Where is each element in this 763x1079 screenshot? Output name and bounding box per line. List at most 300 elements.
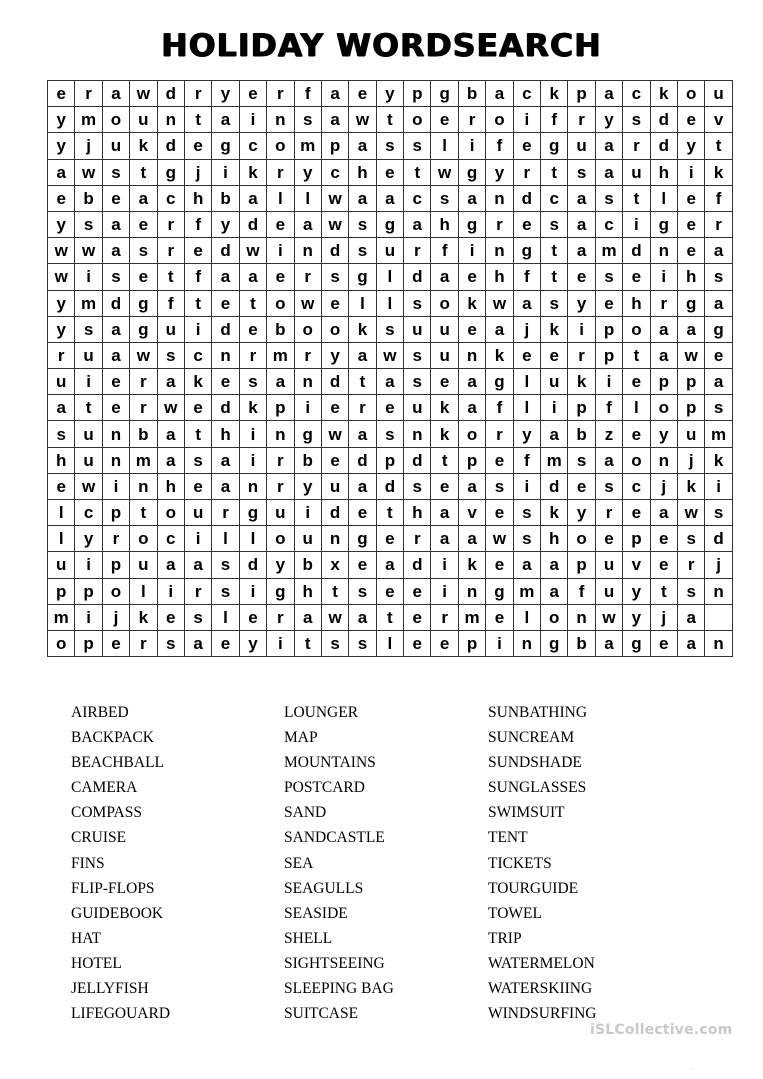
grid-cell: s [541, 290, 568, 316]
grid-cell: r [130, 369, 157, 395]
grid-cell: i [458, 133, 485, 159]
grid-cell: a [48, 395, 75, 421]
grid-cell: a [458, 369, 485, 395]
grid-cell: e [212, 369, 239, 395]
grid-cell: m [48, 604, 75, 630]
grid-cell: u [75, 342, 102, 368]
grid-cell: c [623, 81, 650, 107]
grid-cell: l [623, 395, 650, 421]
grid-row [48, 211, 733, 237]
grid-cell: a [376, 185, 403, 211]
grid-cell: o [623, 316, 650, 342]
grid-cell: e [486, 500, 513, 526]
grid-row [48, 107, 733, 133]
grid-cell: n [404, 421, 431, 447]
grid-cell: r [212, 500, 239, 526]
word-list-item: MOUNTAINS [284, 754, 376, 772]
grid-cell: w [239, 238, 266, 264]
grid-cell: f [486, 133, 513, 159]
grid-cell: y [321, 342, 348, 368]
grid-cell: e [705, 342, 732, 368]
grid-cell: e [267, 264, 294, 290]
word-list-item: WINDSURFING [488, 1005, 597, 1023]
grid-cell: s [595, 473, 622, 499]
grid-cell: w [130, 342, 157, 368]
grid-cell: a [48, 159, 75, 185]
grid-cell: t [376, 500, 403, 526]
grid-cell: m [541, 447, 568, 473]
grid-cell: f [541, 107, 568, 133]
grid-cell: o [267, 290, 294, 316]
grid-cell: o [404, 107, 431, 133]
grid-cell: s [677, 578, 704, 604]
grid-cell: b [130, 421, 157, 447]
grid-cell: y [48, 316, 75, 342]
grid-cell: g [349, 264, 376, 290]
grid-cell: w [376, 342, 403, 368]
grid-cell: a [157, 369, 184, 395]
grid-cell: i [239, 447, 266, 473]
grid-cell: i [431, 578, 458, 604]
grid-cell: s [349, 630, 376, 656]
grid-cell: w [321, 211, 348, 237]
grid-cell: s [349, 211, 376, 237]
grid-cell: i [513, 107, 540, 133]
grid-cell: u [431, 342, 458, 368]
grid-cell: k [705, 447, 732, 473]
grid-cell: y [48, 107, 75, 133]
grid-cell: c [404, 185, 431, 211]
grid-cell: s [376, 421, 403, 447]
grid-cell: u [75, 421, 102, 447]
grid-cell: m [75, 290, 102, 316]
grid-cell: s [568, 447, 595, 473]
grid-cell: o [48, 630, 75, 656]
grid-cell: s [102, 159, 129, 185]
grid-cell: h [212, 421, 239, 447]
grid-cell: g [541, 630, 568, 656]
grid-cell: m [458, 604, 485, 630]
grid-cell: a [376, 369, 403, 395]
grid-cell: d [376, 473, 403, 499]
grid-cell: a [595, 630, 622, 656]
grid-cell: a [595, 447, 622, 473]
grid-cell: e [513, 342, 540, 368]
grid-cell: r [486, 211, 513, 237]
grid-cell: k [184, 369, 211, 395]
grid-cell: t [623, 342, 650, 368]
grid-cell: e [623, 421, 650, 447]
grid-cell: d [404, 264, 431, 290]
grid-cell: f [431, 238, 458, 264]
grid-cell: y [75, 526, 102, 552]
grid-cell: e [239, 604, 266, 630]
grid-cell: g [705, 316, 732, 342]
grid-cell: s [321, 264, 348, 290]
grid-cell: e [486, 447, 513, 473]
grid-row [48, 238, 733, 264]
word-list-item: POSTCARD [284, 779, 365, 797]
grid-cell: t [705, 133, 732, 159]
grid-cell: e [102, 630, 129, 656]
grid-cell [705, 604, 732, 630]
grid-cell: a [102, 81, 129, 107]
grid-cell: m [513, 578, 540, 604]
grid-cell: s [48, 421, 75, 447]
grid-cell: a [239, 185, 266, 211]
grid-cell: e [184, 133, 211, 159]
grid-cell: s [212, 578, 239, 604]
grid-cell: o [568, 526, 595, 552]
grid-cell: u [404, 395, 431, 421]
grid-cell: a [349, 473, 376, 499]
grid-cell: t [294, 630, 321, 656]
grid-cell: k [239, 395, 266, 421]
word-list-item: GUIDEBOOK [71, 904, 164, 922]
grid-cell: v [705, 107, 732, 133]
grid-cell: k [349, 316, 376, 342]
grid-cell: e [431, 369, 458, 395]
grid-cell: d [349, 447, 376, 473]
grid-cell: g [431, 81, 458, 107]
grid-row [48, 604, 733, 630]
grid-cell: g [239, 500, 266, 526]
grid-cell: a [267, 369, 294, 395]
grid-cell: w [294, 290, 321, 316]
grid-cell: n [568, 604, 595, 630]
grid-cell: g [623, 630, 650, 656]
grid-cell: r [568, 342, 595, 368]
grid-cell: m [595, 238, 622, 264]
grid-cell: z [595, 421, 622, 447]
grid-cell: y [595, 107, 622, 133]
grid-cell: g [349, 526, 376, 552]
grid-cell: n [513, 630, 540, 656]
grid-cell: h [48, 447, 75, 473]
grid-cell: v [458, 500, 485, 526]
grid-row [48, 552, 733, 578]
grid-cell: g [513, 238, 540, 264]
grid-cell: e [184, 238, 211, 264]
grid-cell: l [376, 290, 403, 316]
grid-cell: l [48, 500, 75, 526]
grid-cell: i [75, 264, 102, 290]
grid-cell: f [513, 264, 540, 290]
grid-cell: e [623, 264, 650, 290]
grid-cell: r [48, 342, 75, 368]
grid-cell: p [321, 133, 348, 159]
watermark-dot: . [690, 1062, 694, 1073]
grid-cell: i [75, 369, 102, 395]
page-title: HOLIDAY WORDSEARCH [161, 28, 602, 64]
grid-cell: p [568, 81, 595, 107]
grid-cell: l [48, 526, 75, 552]
grid-cell: a [431, 500, 458, 526]
grid-cell: e [677, 107, 704, 133]
grid-cell: p [376, 447, 403, 473]
grid-cell: h [677, 264, 704, 290]
grid-cell: r [130, 395, 157, 421]
grid-cell: a [677, 316, 704, 342]
grid-cell: a [486, 81, 513, 107]
grid-cell: a [650, 342, 677, 368]
grid-cell: a [541, 421, 568, 447]
grid-cell: d [650, 133, 677, 159]
grid-cell: d [157, 133, 184, 159]
grid-cell: y [623, 604, 650, 630]
grid-cell: h [486, 264, 513, 290]
grid-cell: o [458, 421, 485, 447]
grid-cell: n [458, 578, 485, 604]
grid-cell: w [595, 604, 622, 630]
grid-cell: y [294, 473, 321, 499]
grid-cell: n [650, 447, 677, 473]
grid-cell: s [294, 107, 321, 133]
grid-cell: b [294, 447, 321, 473]
grid-cell: e [595, 290, 622, 316]
grid-cell: s [404, 473, 431, 499]
grid-cell: p [595, 342, 622, 368]
grid-cell: k [541, 81, 568, 107]
grid-cell: j [650, 604, 677, 630]
grid-cell: s [130, 238, 157, 264]
grid-cell: s [75, 316, 102, 342]
grid-cell: i [102, 473, 129, 499]
word-list-item: LOUNGER [284, 704, 359, 721]
grid-cell: w [75, 473, 102, 499]
grid-cell: e [349, 81, 376, 107]
grid-cell: r [568, 107, 595, 133]
grid-cell: s [568, 159, 595, 185]
grid-cell: r [75, 81, 102, 107]
grid-cell: e [650, 526, 677, 552]
grid-cell: u [294, 526, 321, 552]
grid-cell: o [102, 578, 129, 604]
grid-cell: e [376, 159, 403, 185]
grid-row [48, 342, 733, 368]
grid-cell: c [157, 185, 184, 211]
grid-cell: w [75, 159, 102, 185]
grid-cell: a [321, 81, 348, 107]
grid-cell: y [568, 290, 595, 316]
grid-cell: i [677, 159, 704, 185]
grid-cell: e [431, 473, 458, 499]
grid-row [48, 630, 733, 656]
grid-cell: j [650, 473, 677, 499]
grid-cell: i [486, 630, 513, 656]
grid-cell: u [48, 369, 75, 395]
grid-cell: o [294, 316, 321, 342]
grid-cell: n [212, 342, 239, 368]
grid-cell: i [267, 630, 294, 656]
grid-cell: n [102, 421, 129, 447]
grid-cell: w [677, 342, 704, 368]
grid-cell: a [294, 211, 321, 237]
grid-cell: h [349, 159, 376, 185]
grid-cell: p [75, 630, 102, 656]
grid-cell: f [157, 290, 184, 316]
grid-cell: g [294, 421, 321, 447]
word-list-item: BACKPACK [71, 729, 154, 747]
grid-cell: e [48, 185, 75, 211]
grid-cell: i [623, 211, 650, 237]
grid-cell: e [102, 185, 129, 211]
grid-cell: e [239, 81, 266, 107]
grid-cell: m [75, 107, 102, 133]
grid-cell: u [75, 447, 102, 473]
grid-cell: l [212, 604, 239, 630]
grid-cell: j [75, 133, 102, 159]
grid-cell: d [650, 107, 677, 133]
grid-cell: e [184, 395, 211, 421]
grid-cell: e [48, 473, 75, 499]
grid-cell: u [595, 578, 622, 604]
grid-cell: o [321, 316, 348, 342]
grid-cell: h [184, 185, 211, 211]
grid-cell: u [431, 316, 458, 342]
grid-cell: d [239, 552, 266, 578]
grid-cell: s [513, 500, 540, 526]
grid-cell: a [486, 316, 513, 342]
grid-cell: n [294, 369, 321, 395]
grid-cell: g [650, 211, 677, 237]
grid-cell: d [404, 447, 431, 473]
word-list-item: FINS [71, 854, 105, 872]
grid-cell: s [486, 473, 513, 499]
grid-cell: g [458, 211, 485, 237]
grid-cell: e [568, 473, 595, 499]
grid-cell: o [431, 290, 458, 316]
grid-cell: e [458, 316, 485, 342]
grid-cell: e [102, 395, 129, 421]
grid-cell: y [650, 421, 677, 447]
grid-cell: y [48, 290, 75, 316]
grid-cell: a [568, 211, 595, 237]
grid-cell: b [294, 552, 321, 578]
grid-cell: k [541, 500, 568, 526]
grid-cell: p [102, 552, 129, 578]
grid-cell: n [130, 473, 157, 499]
grid-cell: d [404, 552, 431, 578]
grid-cell: p [568, 395, 595, 421]
grid-cell: s [75, 211, 102, 237]
grid-cell: n [294, 238, 321, 264]
grid-cell: i [705, 473, 732, 499]
grid-cell: e [212, 630, 239, 656]
word-list-item: TENT [488, 829, 528, 847]
grid-cell: b [267, 316, 294, 342]
grid-cell: l [650, 185, 677, 211]
grid-cell: w [48, 238, 75, 264]
grid-cell: n [705, 630, 732, 656]
grid-cell: c [321, 159, 348, 185]
grid-row [48, 264, 733, 290]
grid-cell: e [321, 395, 348, 421]
grid-cell: l [513, 604, 540, 630]
grid-cell: f [568, 578, 595, 604]
word-list-item: SEASIDE [284, 904, 348, 922]
grid-cell: o [130, 526, 157, 552]
grid-cell: l [376, 630, 403, 656]
grid-cell: t [541, 238, 568, 264]
grid-cell: n [267, 421, 294, 447]
grid-cell: e [349, 552, 376, 578]
grid-cell: e [458, 264, 485, 290]
grid-cell: g [130, 316, 157, 342]
grid-cell: j [513, 316, 540, 342]
grid-cell: e [48, 81, 75, 107]
grid-cell: d [157, 81, 184, 107]
grid-cell: o [650, 395, 677, 421]
grid-cell: e [130, 211, 157, 237]
grid-cell: l [513, 369, 540, 395]
grid-cell: m [705, 421, 732, 447]
grid-cell: u [568, 133, 595, 159]
grid-cell: u [157, 316, 184, 342]
grid-row [48, 316, 733, 342]
grid-cell: b [568, 421, 595, 447]
grid-cell: e [677, 185, 704, 211]
grid-cell: e [376, 578, 403, 604]
grid-cell: f [486, 395, 513, 421]
grid-cell: r [267, 473, 294, 499]
grid-cell: g [677, 290, 704, 316]
grid-cell: l [513, 395, 540, 421]
grid-cell: s [349, 238, 376, 264]
grid-cell: t [650, 578, 677, 604]
grid-cell: p [650, 369, 677, 395]
watermark: iSLCollective.com [590, 1022, 733, 1038]
grid-cell: a [568, 238, 595, 264]
grid-cell: p [48, 578, 75, 604]
grid-cell: a [376, 552, 403, 578]
grid-cell: k [541, 316, 568, 342]
grid-cell: e [376, 526, 403, 552]
grid-cell: a [130, 185, 157, 211]
word-list-column-3 [488, 700, 597, 1026]
grid-cell: u [677, 421, 704, 447]
grid-cell: p [623, 526, 650, 552]
grid-cell: h [541, 526, 568, 552]
word-list-item: SWIMSUIT [488, 804, 565, 822]
grid-cell: a [705, 290, 732, 316]
grid-cell: f [184, 264, 211, 290]
grid-cell: c [623, 473, 650, 499]
grid-cell: i [239, 107, 266, 133]
grid-cell: k [568, 369, 595, 395]
word-list-item: SUNCREAM [488, 729, 575, 747]
grid-cell: g [486, 578, 513, 604]
grid-cell: a [595, 133, 622, 159]
grid-cell: u [705, 81, 732, 107]
grid-cell: h [623, 290, 650, 316]
word-list-item: SUNGLASSES [488, 779, 587, 797]
grid-cell: l [431, 133, 458, 159]
grid-cell: u [321, 473, 348, 499]
word-list-item: SUITCASE [284, 1005, 359, 1023]
grid-cell: r [157, 238, 184, 264]
grid-cell: y [267, 552, 294, 578]
grid-cell: g [486, 369, 513, 395]
grid-cell: a [184, 630, 211, 656]
grid-cell: a [541, 578, 568, 604]
grid-cell: i [513, 473, 540, 499]
grid-cell: n [157, 107, 184, 133]
grid-cell: w [431, 159, 458, 185]
grid-cell: a [321, 107, 348, 133]
grid-cell: i [184, 316, 211, 342]
grid-cell: o [157, 500, 184, 526]
